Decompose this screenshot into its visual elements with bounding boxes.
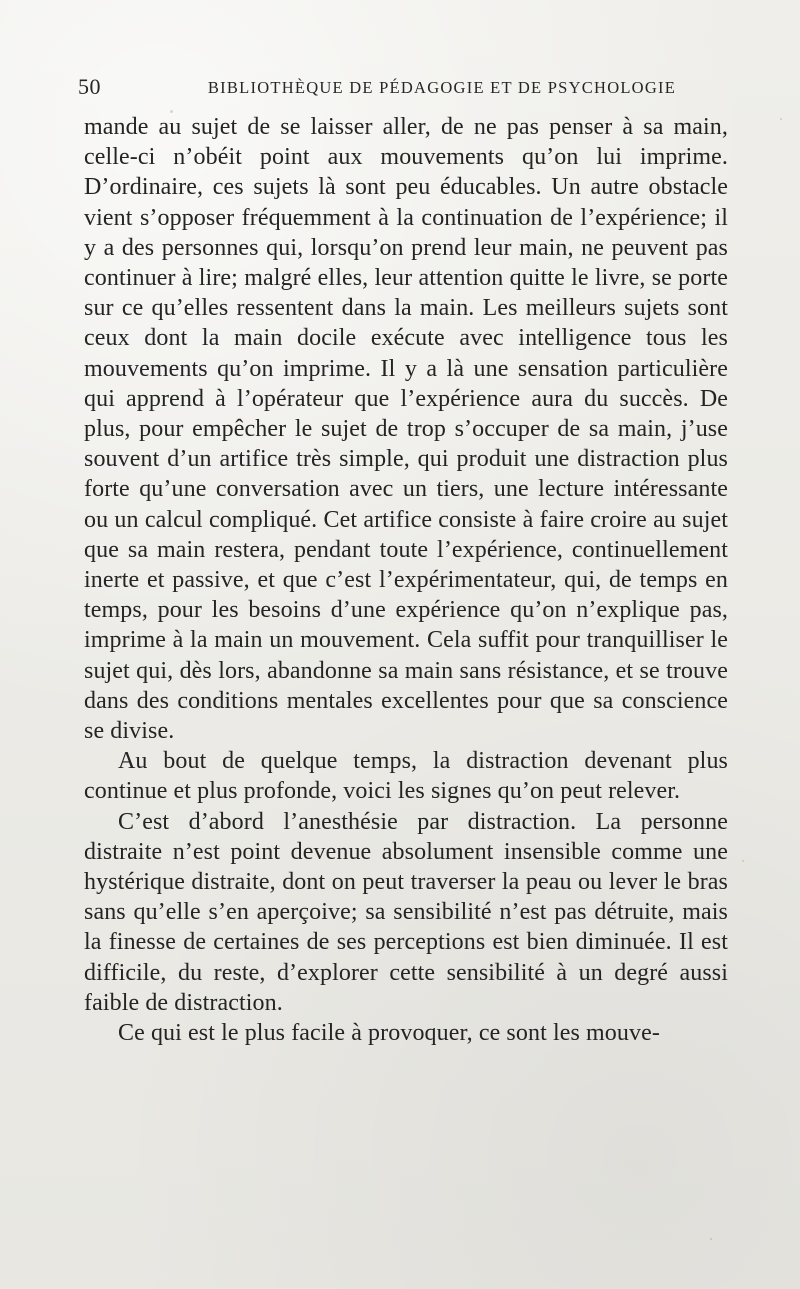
paragraph-anesthesia: C’est d’abord l’anesthésie par distraction. La personne distraite n’est point devenue absolument insensible comme une hystérique distraite, dont on peut traverser la peau ou lever le bras sans qu’elle s’en aperçoive; sa sensibilité n’est pas détruite, mais la finesse de certaines de ses perceptions est bien diminuée. Il est difficile, du reste, d’explorer cette sensibilité à un degré aussi faible de distraction. [84,808,728,1016]
running-head: BIBLIOTHÈQUE DE PÉDAGOGIE ET DE PSYCHOLOGIE [207,78,677,97]
body-text [84,112,728,1048]
page-header [78,74,728,104]
paragraph-last-line: Ce qui est le plus facile à provoquer, ce sont les mouve- [118,1020,660,1047]
paragraph-distraction-signs: Au bout de quelque temps, la distraction devenant plus continue et plus profonde, voici les signes qu’on peut relever. [84,748,728,805]
paper-speck [710,1238,712,1240]
page-number: 50 [78,74,101,99]
paper-speck [742,860,744,862]
paragraph-continuation: mande au sujet de se laisser aller, de ne pas penser à sa main, celle-ci n’obéit point aux mouvements qu’on lui imprime. D’ordinaire, ces sujets là sont peu éducables. Un autre obstacle vient s’opposer fréquemment à la continuation de l’expérience; il y a des personnes qui, lorsqu’on prend leur main, ne peuvent pas continuer à lire; malgré elles, leur attention quitte le livre, se porte sur ce qu’elles ressentent dans la main. Les meilleurs sujets sont ceux dont la main docile exécute avec intelligence tous les mouvements qu’on imprime. Il y a là une sensation particulière qui apprend à l’opérateur que l’expérience aura du succès. De plus, pour empêcher le sujet de trop s’occuper de sa main, j’use souvent d’un artifice très simple, qui produit une distraction plus forte qu’une conversation avec un tiers, une lecture intéressante ou un calcul compliqué. Cet artifice consiste à faire croire au sujet que sa main restera, pendant toute l’expérience, continuellement inerte et passive, et que c’est l’expérimentateur, qui, de temps en temps, pour les besoins d’une expérience qu’on n’explique pas, imprime à la main un mouvement. Cela suffit pour tranquilliser le sujet qui, dès lors, abandonne sa main sans résistance, et se trouve dans des conditions mentales excellentes pour que sa conscience se divise. [84,114,728,745]
paper-speck [170,110,173,113]
paper-speck [780,118,782,120]
